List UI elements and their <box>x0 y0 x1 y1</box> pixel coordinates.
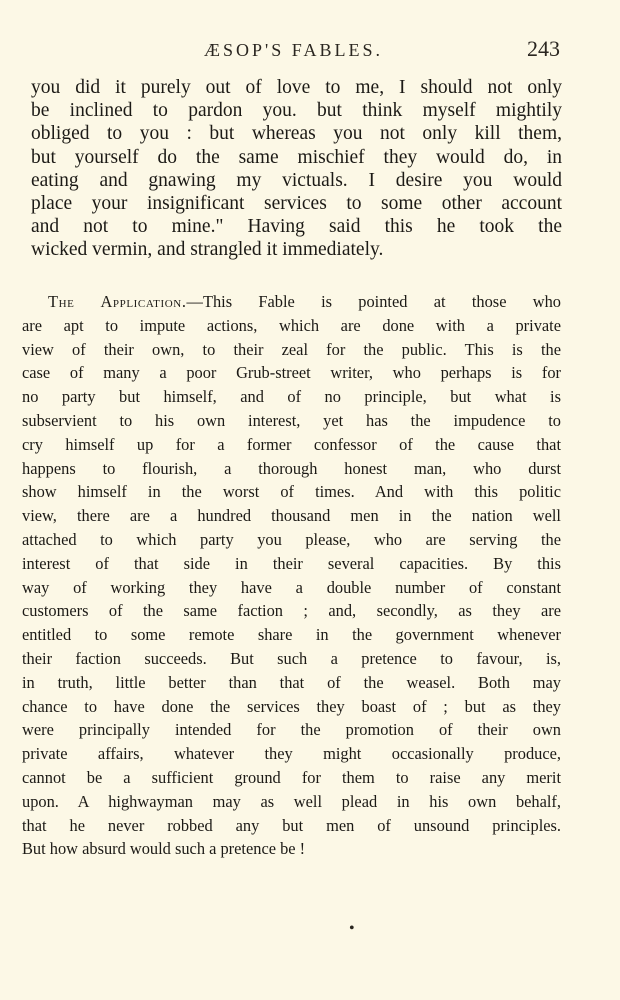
application-first-line-text: —This Fable is pointed at those who <box>186 292 561 311</box>
fable-line: be inclined to pardon you. but think myself mightily <box>31 100 562 122</box>
application-line: upon. A highwayman may as well plead in his own behalf, <box>22 791 561 811</box>
fable-text <box>31 76 562 262</box>
page-header <box>0 36 620 70</box>
fable-line: eating and gnawing my victuals. I desire you would <box>31 169 562 191</box>
application-line: subservient to his own interest, yet has the impudence to <box>22 410 561 430</box>
application-first-line <box>22 290 561 314</box>
application-line: in truth, little better than that of the weasel. Both may <box>22 672 561 692</box>
application-line: show himself in the worst of times. And with this politic <box>22 482 561 502</box>
bullet-ornament: • <box>349 920 355 937</box>
application-line: entitled to some remote share in the government whenever <box>22 625 561 645</box>
application-paragraph <box>22 290 561 861</box>
application-line: cry himself up for a former confessor of the cause that <box>22 434 561 454</box>
fable-line: place your insignificant services to some other account <box>31 192 562 214</box>
application-line: were principally intended for the promotion of their own <box>22 720 561 740</box>
fable-line: you did it purely out of love to me, I should not only <box>31 77 562 98</box>
application-line: customers of the same faction ; and, secondly, as they are <box>22 601 561 621</box>
application-line: view, there are a hundred thousand men in the nation well <box>22 506 561 526</box>
application-line: cannot be a sufficient ground for them to raise any merit <box>22 767 561 787</box>
fable-line: and not to mine." Having said this he took the <box>31 216 562 238</box>
application-line: But how absurd would such a pretence be ! <box>22 839 306 859</box>
application-line: way of working they have a double number of constant <box>22 577 561 597</box>
application-line: attached to which party you please, who are serving the <box>22 529 561 549</box>
application-line: case of many a poor Grub-street writer, who perhaps is for <box>22 363 561 383</box>
fable-line: obliged to you : but whereas you not only kill them, <box>31 123 562 145</box>
application-line: their faction succeeds. But such a pretence to favour, is, <box>22 648 561 668</box>
application-line: view of their own, to their zeal for the public. This is the <box>22 339 561 359</box>
page-number: 243 <box>527 36 560 61</box>
application-line: chance to have done the services they boast of ; but as they <box>22 696 561 716</box>
application-line: private affairs, whatever they might occasionally produce, <box>22 744 561 764</box>
application-line: happens to flourish, a thorough honest man, who durst <box>22 458 561 478</box>
application-line: that he never robbed any but men of unsound principles. <box>22 815 561 835</box>
application-line: no party but himself, and of no principle, but what is <box>22 387 561 407</box>
application-line: interest of that side in their several capacities. By this <box>22 553 561 573</box>
application-label: The Application. <box>48 292 187 311</box>
fable-line: wicked vermin, and strangled it immediately. <box>31 239 384 261</box>
application-line: are apt to impute actions, which are done with a private <box>22 315 561 335</box>
fable-line: but yourself do the same mischief they would do, in <box>31 146 562 168</box>
running-title: ÆSOP'S FABLES. <box>204 40 383 60</box>
